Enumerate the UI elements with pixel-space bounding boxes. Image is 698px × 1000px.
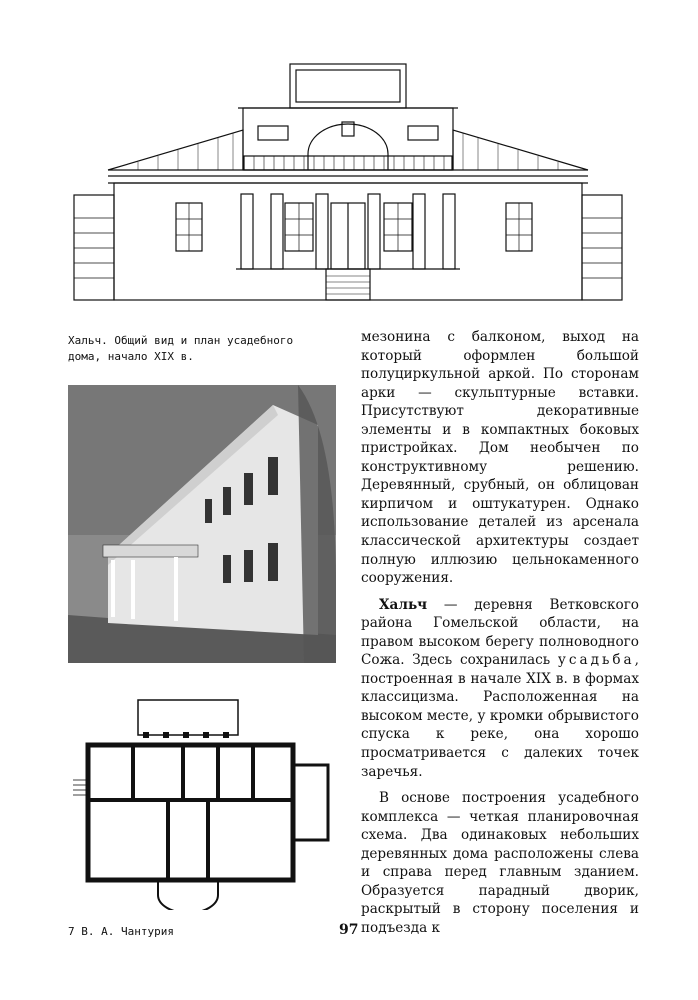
facade-elevation-drawing	[68, 58, 628, 308]
footer-signature: 7 В. А. Чантурия	[68, 925, 174, 938]
figure-caption: Хальч. Общий вид и план усадебного дома, начало XIX в.	[68, 334, 294, 363]
paragraph-1: мезонина с балконом, выход на который оформлен большой полуциркульной аркой. По сторонам арки — скульптурные вставки. Присутствуют декоративные элементы и в компактных боковых пристройках. Дом необычен по конструктивному решению. Деревянный, срубный, он облицован кирпичом и оштукатурен. Однако использование деталей из арсенала классической архитектуры создает полную иллюзию цельнокаменного сооружения.	[361, 329, 639, 587]
paragraph-2-part-b: , построенная в начале XIX в. в формах классицизма. Расположенная на высоком месте, у кромки обрывистого спуска к реке, она хорошо просматривается с далеких точек заречья.	[361, 652, 639, 780]
body-text	[361, 328, 639, 938]
paragraph-2-part-a: — деревня Ветковского района Гомельской области, на правом высоком берегу полноводного Сожа. Здесь сохранилась	[361, 596, 639, 669]
paragraph-3: В основе построения усадебного комплекса — четкая планировочная схема. Два одинаковых небольших деревянных дома расположены слева и справа перед главным зданием. Образуется парадный дворик, раскрытый в сторону поселения и подъезда к	[361, 790, 639, 936]
spaced-word: усадьба	[557, 652, 635, 669]
place-name-bold: Хальч	[379, 596, 428, 613]
perspective-drawing	[68, 385, 336, 663]
paragraph-2	[361, 596, 639, 781]
page-number: 97	[339, 922, 359, 938]
floor-plan-drawing	[68, 690, 338, 910]
